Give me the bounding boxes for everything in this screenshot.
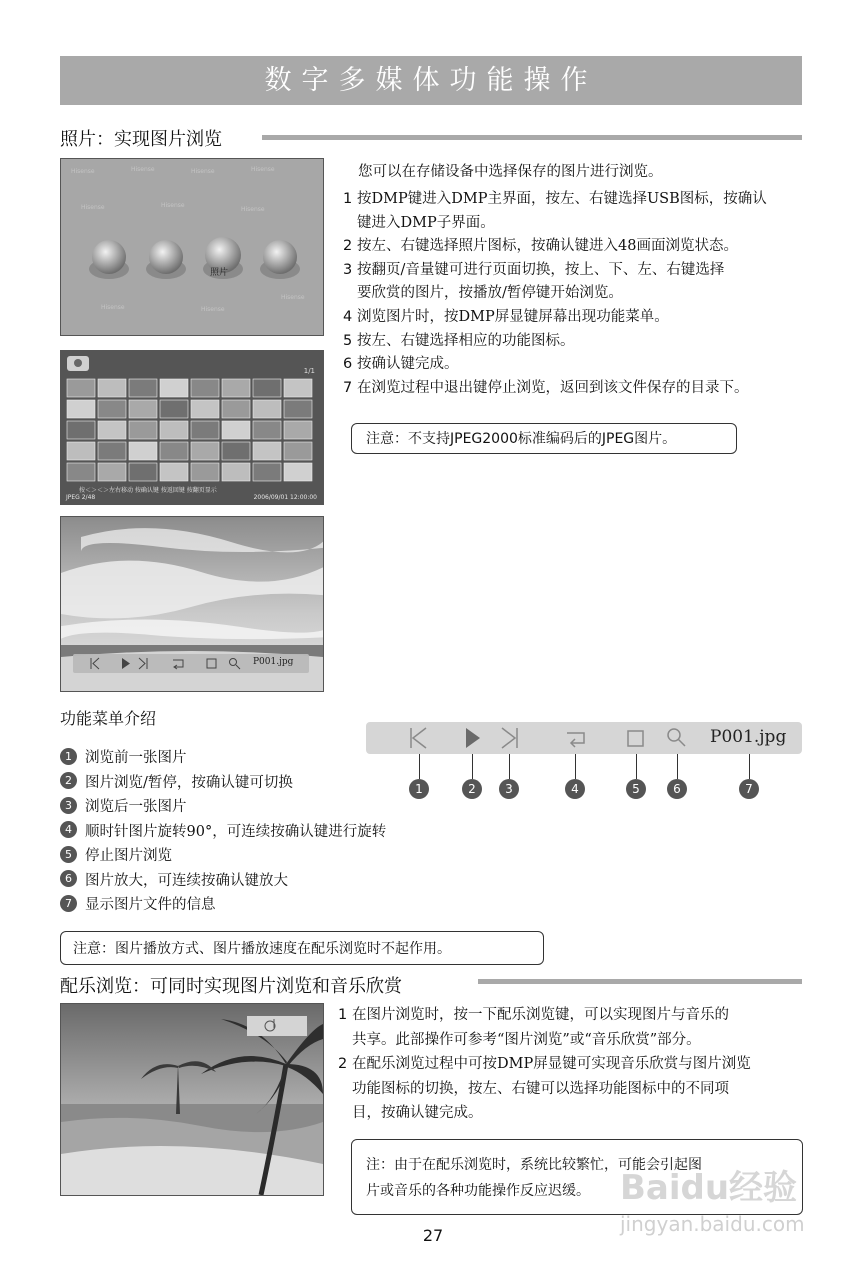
svg-text:Hisense: Hisense (131, 166, 155, 173)
thumbnail-tile (284, 442, 312, 460)
step-text: 按DMP键进入DMP主界面，按左、右键选择USB图标，按确认 (357, 191, 767, 207)
step-number: 4 (343, 308, 353, 325)
photo-steps-list (343, 188, 805, 400)
func-num: 4 (60, 821, 77, 838)
thumbnail-tile (253, 379, 281, 397)
svg-text:Hisense: Hisense (81, 204, 105, 211)
step-text: 浏览图片时，按DMP屏显键屏幕出现功能菜单。 (357, 308, 669, 325)
thumbnail-tile (98, 442, 126, 460)
step-number: 1 (338, 1007, 348, 1023)
toolbar-filename: P001.jpg (710, 727, 787, 747)
grid-footer-right: 2006/09/01 12:00:00 (253, 494, 317, 501)
func-list (60, 746, 386, 918)
thumbnail-tile (191, 442, 219, 460)
step-text: 按左、右键选择相应的功能图标。 (357, 332, 575, 349)
step-text: 目，按确认键完成。 (352, 1105, 483, 1121)
thumbnail-tile (284, 463, 312, 481)
svg-text:Hisense: Hisense (281, 294, 305, 301)
svg-text:Hisense: Hisense (201, 306, 225, 313)
func-num: 3 (60, 797, 77, 814)
thumbnail-tile (191, 379, 219, 397)
callout-1: 1 (409, 779, 429, 799)
step-text: 键进入DMP子界面。 (357, 214, 495, 231)
step-item (343, 259, 805, 306)
step-text: 在图片浏览时，按一下配乐浏览键，可以实现图片与音乐的 (352, 1007, 729, 1023)
camera-icon (67, 356, 89, 371)
thumbnail-tile (129, 463, 157, 481)
step-item (343, 330, 805, 354)
dmp-main-screen-image (60, 158, 324, 336)
callout-line-1 (419, 754, 420, 779)
step-item (343, 353, 805, 377)
thumbnail-tile (67, 442, 95, 460)
play-pause-icon (462, 726, 484, 750)
thumbnail-tile (129, 400, 157, 418)
step-text: 按翻页/音量键可进行页面切换，按上、下、左、右键选择 (357, 261, 725, 278)
thumbnail-tile (160, 379, 188, 397)
func-num: 6 (60, 870, 77, 887)
func-num: 1 (60, 748, 77, 765)
page-banner-title: 数字多媒体功能操作 (60, 56, 802, 105)
callout-line-4 (575, 754, 576, 779)
step-item (338, 1003, 808, 1052)
callout-7: 7 (739, 779, 759, 799)
callout-line-7 (749, 754, 750, 779)
step-text: 要欣赏的图片，按播放/暂停键开始浏览。 (357, 285, 623, 302)
func-item (60, 746, 386, 771)
thumbnail-tile (253, 463, 281, 481)
thumbnail-tile (67, 400, 95, 418)
step-text: 按确认键完成。 (357, 356, 459, 373)
thumbnail-tile (222, 421, 250, 439)
func-item (60, 820, 386, 845)
thumbnail-grid-art (61, 351, 323, 504)
step-number: 6 (343, 356, 353, 373)
thumbnail-tile (222, 463, 250, 481)
func-item (60, 795, 386, 820)
func-menu-title: 功能菜单介绍 (60, 709, 157, 728)
callout-4: 4 (565, 779, 585, 799)
section-rule (262, 135, 802, 140)
thumbnail-tile (253, 400, 281, 418)
step-item (343, 235, 805, 259)
music-note-line-2: 片或音乐的各种功能操作反应迟缓。 (366, 1183, 590, 1199)
thumbnail-tile (284, 400, 312, 418)
svg-text:Hisense: Hisense (241, 206, 265, 213)
stop-icon (626, 726, 646, 750)
svg-text:Hisense: Hisense (251, 166, 275, 173)
thumbnail-tile (67, 379, 95, 397)
step-text: 共享。此部操作可参考“图片浏览”或“音乐欣赏”部分。 (352, 1031, 701, 1048)
dmp-main-screen-art (61, 159, 323, 335)
music-note-line-1: 注：由于在配乐浏览时，系统比较繁忙，可能会引起图 (366, 1157, 702, 1173)
func-text: 浏览后一张图片 (85, 799, 187, 815)
grid-page-indicator: 1/1 (303, 367, 315, 375)
func-item (60, 893, 386, 918)
thumbnail-tile (222, 442, 250, 460)
callout-6: 6 (667, 779, 687, 799)
music-steps-list (338, 1003, 808, 1126)
jpeg2000-note: 注意：不支持JPEG2000标准编码后的JPEG图片。 (351, 423, 737, 454)
thumbnail-tile (98, 400, 126, 418)
step-text: 按左、右键选择照片图标，按确认键进入48画面浏览状态。 (357, 238, 738, 255)
step-number: 1 (343, 191, 353, 207)
thumbnail-tile (98, 379, 126, 397)
photo-player-screen-image (60, 516, 324, 692)
step-number: 3 (343, 261, 353, 278)
func-num: 2 (60, 772, 77, 789)
previous-image-icon (408, 726, 430, 750)
thumbnail-tile (284, 421, 312, 439)
func-item (60, 771, 386, 796)
svg-text:Hisense: Hisense (101, 304, 125, 311)
step-item (343, 377, 805, 401)
function-toolbar (366, 722, 802, 754)
callout-line-6 (677, 754, 678, 779)
thumbnail-tile (191, 421, 219, 439)
func-text: 停止图片浏览 (85, 848, 172, 864)
func-text: 浏览前一张图片 (85, 750, 187, 766)
func-text: 显示图片文件的信息 (85, 897, 216, 913)
step-number: 5 (343, 332, 353, 349)
step-text: 功能图标的切换，按左、右键可以选择功能图标中的不同项 (352, 1080, 729, 1097)
baidu-watermark-url: jingyan.baidu.com (620, 1212, 805, 1236)
step-item (343, 188, 805, 235)
thumbnail-tile (129, 379, 157, 397)
step-item (338, 1052, 808, 1126)
callout-line-3 (509, 754, 510, 779)
thumbnail-tile (98, 463, 126, 481)
thumbnail-tile (253, 421, 281, 439)
step-item (343, 306, 805, 330)
step-number: 2 (343, 238, 353, 255)
thumbnail-tile (67, 421, 95, 439)
grid-footer-left: JPEG 2/48 (66, 494, 96, 501)
func-text: 顺时针图片旋转90°，可连续按确认键进行旋转 (85, 823, 387, 840)
func-num: 5 (60, 846, 77, 863)
thumbnail-tile (284, 379, 312, 397)
music-section-title: 配乐浏览：可同时实现图片浏览和音乐欣赏 (60, 976, 402, 997)
func-item (60, 869, 386, 894)
photo-intro-text: 您可以在存储设备中选择保存的图片进行浏览。 (358, 164, 663, 180)
thumbnail-grid-screen-image (60, 350, 324, 505)
callout-5: 5 (626, 779, 646, 799)
step-text: 在配乐浏览过程中可按DMP屏显键可实现音乐欣赏与图片浏览 (352, 1056, 751, 1072)
thumbnail-tile (67, 463, 95, 481)
music-mode-note: 注意：图片播放方式、图片播放速度在配乐浏览时不起作用。 (60, 931, 544, 965)
thumbnail-tile (191, 463, 219, 481)
svg-text:Hisense: Hisense (191, 168, 215, 175)
thumbnail-tile (160, 421, 188, 439)
func-text: 图片放大，可连续按确认键放大 (85, 872, 288, 889)
thumbnail-tile (222, 400, 250, 418)
next-image-icon (498, 726, 520, 750)
section-rule (478, 979, 802, 984)
step-number: 7 (343, 379, 353, 396)
callout-2: 2 (462, 779, 482, 799)
thumbnail-tile (160, 400, 188, 418)
photo-section-title: 照片：实现图片浏览 (60, 129, 222, 150)
thumbnail-tile (191, 400, 219, 418)
thumbnail-tile (129, 421, 157, 439)
thumbnail-tile (160, 463, 188, 481)
player-filename: P001.jpg (253, 657, 294, 667)
callout-line-2 (472, 754, 473, 779)
grid-hint-text: 按＜＞＜＞左右移动 按确认键 按返回键 按翻页显示 (79, 487, 217, 494)
music-browse-screen-image (60, 1003, 324, 1196)
callout-3: 3 (499, 779, 519, 799)
thumbnail-tile (222, 379, 250, 397)
thumbnail-tile (253, 442, 281, 460)
svg-text:Hisense: Hisense (161, 202, 185, 209)
page-number: 27 (422, 1226, 444, 1245)
dmp-photo-icon-label: 照片 (210, 268, 229, 278)
step-text: 在浏览过程中退出键停止浏览，返回到该文件保存的目录下。 (357, 379, 749, 396)
baidu-watermark-logo: Baidu经验 (620, 1168, 798, 1208)
callout-line-5 (636, 754, 637, 779)
beach-photo-art (61, 1004, 323, 1195)
thumbnail-tile (129, 442, 157, 460)
func-text: 图片浏览/暂停，按确认键可切换 (85, 774, 293, 791)
thumbnail-tile (160, 442, 188, 460)
thumbnail-tile (98, 421, 126, 439)
rotate-icon (562, 726, 588, 750)
zoom-icon (666, 726, 688, 750)
func-item (60, 844, 386, 869)
step-number: 2 (338, 1056, 348, 1072)
func-num: 7 (60, 895, 77, 912)
svg-text:Hisense: Hisense (71, 168, 95, 175)
